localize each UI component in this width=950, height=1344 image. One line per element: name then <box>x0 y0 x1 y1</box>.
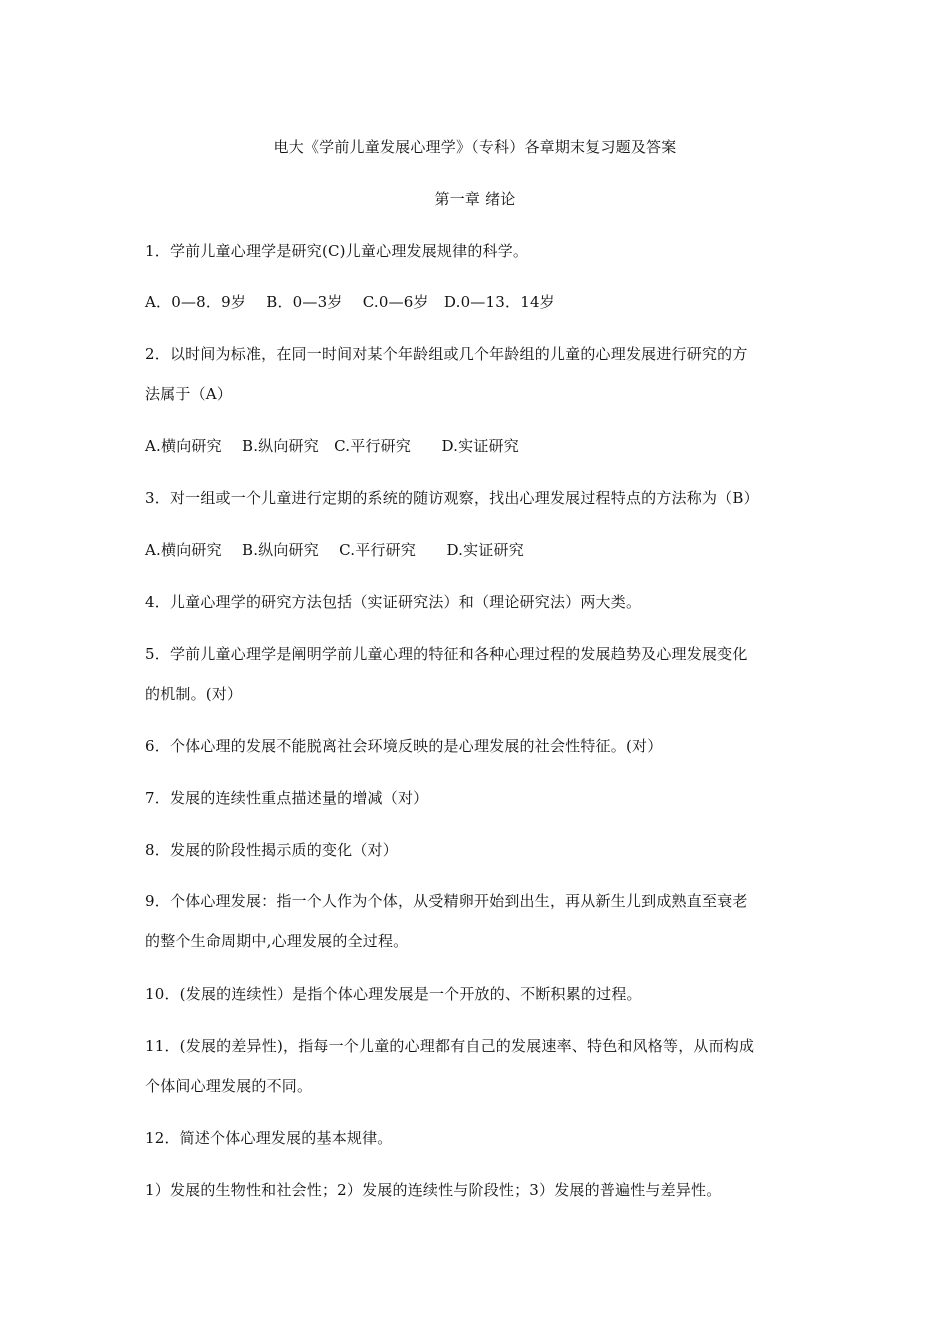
chapter-heading: 第一章 绪论 <box>434 190 516 208</box>
question-5-continued: 的机制。(对） <box>145 685 243 703</box>
question-10: 10．(发展的连续性）是指个体心理发展是一个开放的、不断积累的过程。 <box>145 985 642 1003</box>
question-7: 7．发展的连续性重点描述量的增减（对） <box>145 789 429 807</box>
question-11: 11．(发展的差异性)，指每一个儿童的心理都有自己的发展速率、特色和风格等，从而构成 <box>145 1037 755 1055</box>
question-9: 9．个体心理发展：指一个人作为个体，从受精卵开始到出生，再从新生儿到成熟直至衰老 <box>145 892 748 910</box>
question-5: 5．学前儿童心理学是阐明学前儿童心理的特征和各种心理过程的发展趋势及心理发展变化 <box>145 645 748 663</box>
question-12-answer: 1）发展的生物性和社会性；2）发展的连续性与阶段性；3）发展的普遍性与差异性。 <box>145 1181 722 1199</box>
question-3: 3．对一组或一个儿童进行定期的系统的随访观察，找出心理发展过程特点的方法称为（B） <box>145 489 759 507</box>
question-3-options: A.横向研究 B.纵向研究 C.平行研究 D.实证研究 <box>145 541 524 559</box>
question-11-continued: 个体间心理发展的不同。 <box>145 1077 313 1095</box>
document-title: 电大《学前儿童发展心理学》（专科）各章期末复习题及答案 <box>273 138 677 156</box>
question-8: 8．发展的阶段性揭示质的变化（对） <box>145 841 398 859</box>
question-1: 1．学前儿童心理学是研究(C)儿童心理发展规律的科学。 <box>145 242 529 260</box>
question-2-continued: 法属于（A） <box>145 385 233 403</box>
question-4: 4．儿童心理学的研究方法包括（实证研究法）和（理论研究法）两大类。 <box>145 593 642 611</box>
question-9-continued: 的整个生命周期中,心理发展的全过程。 <box>145 932 409 950</box>
question-12: 12．简述个体心理发展的基本规律。 <box>145 1129 393 1147</box>
question-1-options: A．0—8．9岁 B．0—3岁 C.0—6岁 D.0—13．14岁 <box>145 293 555 311</box>
question-2-options: A.横向研究 B.纵向研究 C.平行研究 D.实证研究 <box>145 437 519 455</box>
question-6: 6．个体心理的发展不能脱离社会环境反映的是心理发展的社会性特征。(对） <box>145 737 663 755</box>
question-2: 2．以时间为标准，在同一时间对某个年龄组或几个年龄组的儿童的心理发展进行研究的方 <box>145 345 748 363</box>
